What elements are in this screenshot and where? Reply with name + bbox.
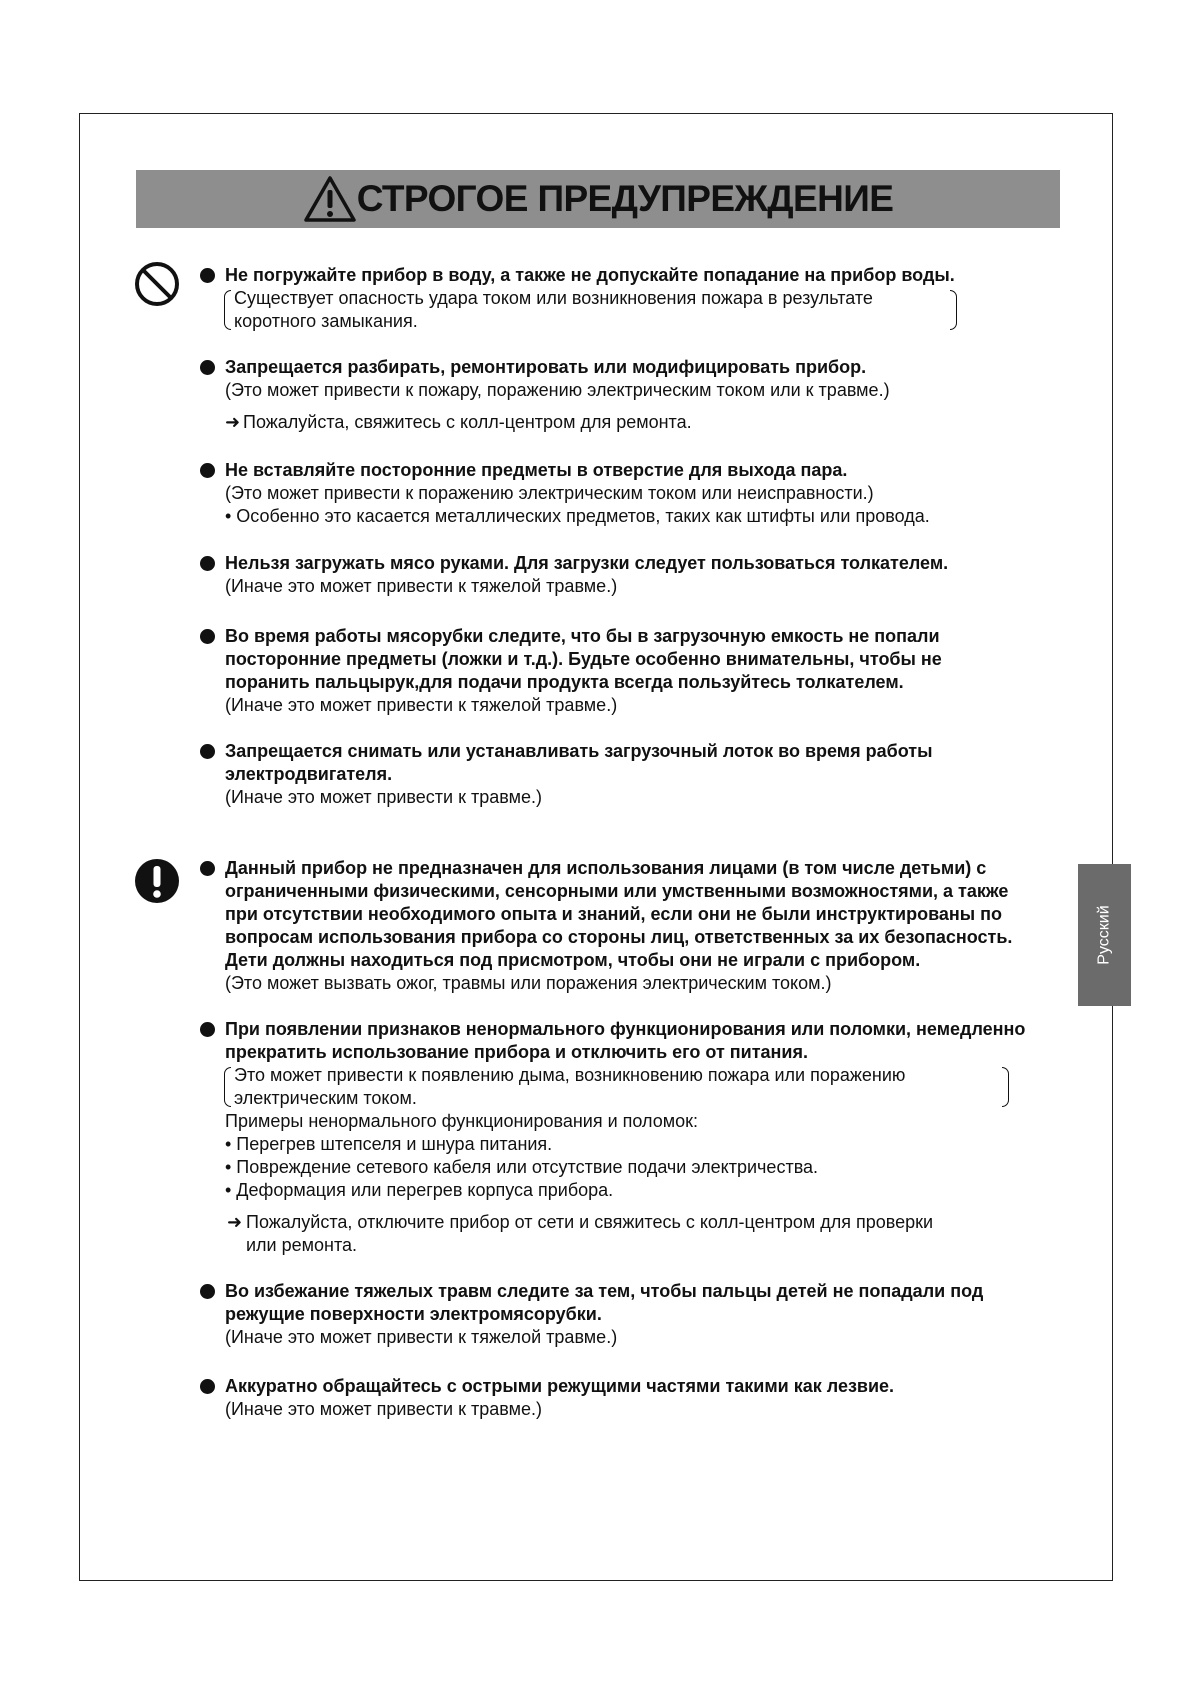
item-heading: Во избежание тяжелых травм следите за тем, чтобы пальцы детей не попадали под режущие поверхности электромясорубки. [225, 1281, 984, 1324]
item-note: (Это может вызвать ожог, травмы или поражения электрическим током.) [225, 973, 832, 993]
item-paren-note: Существует опасность удара током или возникновения пожара в результате коротного замыкания. [202, 287, 974, 333]
warning-item-children-fingers [202, 1280, 1072, 1349]
warning-item-foreign-objects [202, 459, 1072, 528]
warning-item-disassembly [202, 356, 1072, 434]
title-banner [136, 170, 1060, 228]
warning-item-water [202, 264, 1072, 333]
warning-item-malfunction [202, 1018, 1072, 1257]
language-tab [1078, 864, 1131, 1006]
item-note: (Иначе это может привести к тяжелой травме.) [225, 695, 618, 715]
prohibition-icon [134, 261, 180, 307]
bullet-icon [200, 360, 215, 375]
bullet-icon [200, 1379, 215, 1394]
item-heading: Не погружайте прибор в воду, а также не допускайте попадание на прибор воды. [225, 265, 955, 285]
page-frame [79, 113, 1113, 1581]
item-note: (Это может привести к поражению электрическим током или неисправности.) [225, 483, 874, 503]
warning-item-pusher [202, 552, 1072, 598]
item-paren-note: Это может привести к появлению дыма, возникновению пожара или поражению электрическим током. [202, 1064, 1024, 1110]
bullet-icon [200, 463, 215, 478]
warning-triangle-icon [303, 174, 357, 224]
arrow-right-icon: ➜ [227, 1212, 243, 1232]
item-heading: Не вставляйте посторонние предметы в отверстие для выхода пара. [225, 460, 848, 480]
item-note: (Иначе это может привести к тяжелой травме.) [225, 576, 618, 596]
item-note: (Иначе это может привести к тяжелой травме.) [225, 1327, 618, 1347]
bullet-icon [200, 861, 215, 876]
item-note: (Иначе это может привести к травме.) [225, 1399, 542, 1419]
item-action: ➜ Пожалуйста, свяжитесь с колл-центром для ремонта. [225, 412, 692, 432]
item-heading: Данный прибор не предназначен для использования лицами (в том числе детьми) с ограниченными физическими, сенсорными или умственными возможностями, а также при отсутствии необходимого опыта и знаний, если они не были инструктированы по вопросам использования прибора со стороны лиц, ответственных за их безопасность. Дети должны находиться под присмотром, чтобы они не играли с прибором. [225, 858, 1013, 970]
page-title: СТРОГОЕ ПРЕДУПРЕЖДЕНИЕ [356, 178, 894, 219]
item-subnote: • Особенно это касается металлических предметов, таких как штифты или провода. [225, 506, 930, 526]
item-heading: Нельзя загружать мясо руками. Для загрузки следует пользоваться толкателем. [225, 553, 949, 573]
exclamation-icon [134, 858, 180, 904]
bullet-icon [200, 1284, 215, 1299]
bullet-icon [200, 629, 215, 644]
item-note: (Иначе это может привести к травме.) [225, 787, 542, 807]
arrow-right-icon: ➜ [225, 412, 241, 432]
bullet-icon [200, 744, 215, 759]
warning-item-hopper [202, 625, 1072, 717]
warning-item-children [202, 857, 1072, 995]
language-tab-label: Русский [1095, 905, 1113, 965]
item-heading: Во время работы мясорубки следите, что бы в загрузочную емкость не попали посторонние предметы (ложки и т.д.). Будьте особенно внимательны, чтобы не поранить пальцырук,для подачи продукта всегда пользуйтесь толкателем. [225, 626, 942, 692]
item-heading: Запрещается разбирать, ремонтировать или модифицировать прибор. [225, 357, 867, 377]
bullet-icon [200, 268, 215, 283]
item-heading: Запрещается снимать или устанавливать загрузочный лоток во время работы электродвигателя. [225, 741, 933, 784]
item-list: • Перегрев штепселя и шнура питания. • Повреждение сетевого кабеля или отсутствие подачи электричества. • Деформация или перегрев корпуса прибора. [225, 1134, 819, 1200]
item-heading: При появлении признаков ненормального функционирования или поломки, немедленно прекратить использование прибора и отключить его от питания. [225, 1019, 1026, 1062]
warning-item-sharp-parts [202, 1375, 1072, 1421]
item-note: Примеры ненормального функционирования и поломок: [225, 1111, 698, 1131]
warning-item-tray [202, 740, 1072, 809]
item-heading: Аккуратно обращайтесь с острыми режущими частями такими как лезвие. [225, 1376, 895, 1396]
item-action: ➜ Пожалуйста, отключите прибор от сети и свяжитесь с колл-центром для проверки или ремонта. [227, 1212, 934, 1255]
bullet-icon [200, 556, 215, 571]
bullet-icon [200, 1022, 215, 1037]
item-note: (Это может привести к пожару, поражению электрическим током или к травме.) [225, 380, 890, 400]
